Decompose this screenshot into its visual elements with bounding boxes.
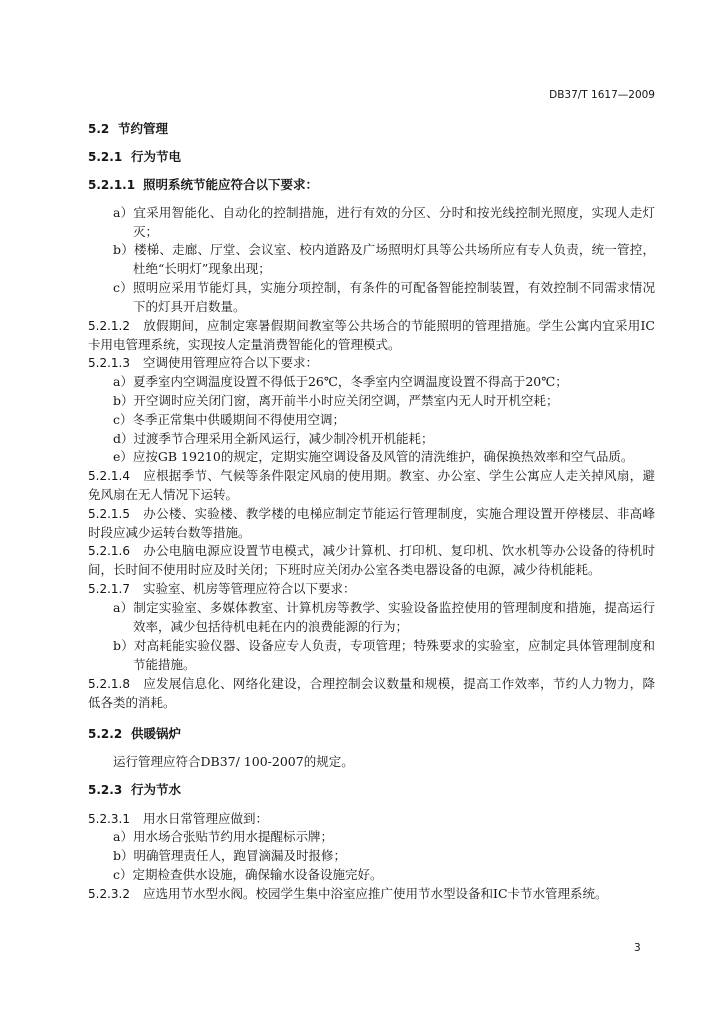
clause-text: 应发展信息化、网络化建设，合理控制会议数量和规模，提高工作效率，节约人力物力，降: [143, 676, 655, 691]
clause-title: 照明系统节能应符合以下要求：: [143, 177, 319, 192]
clause-number: 5.2.3.2: [88, 887, 130, 901]
clause-heading-5-2-3-1: [88, 809, 655, 828]
list-item-continuation: 下的灯具开启数量。: [133, 299, 246, 314]
clause-text-line: [88, 674, 655, 693]
clause-text-line: [88, 316, 655, 335]
list-marker: a）: [113, 374, 133, 389]
clause-text-continuation: 卡用电管理系统，实现按人定量消费智能化的管理模式。: [88, 337, 401, 352]
clause-number: 5.2.1.3: [88, 356, 130, 370]
section-title: 行为节水: [131, 782, 182, 797]
clause-number: 5.2.1.5: [88, 507, 130, 521]
clause-text: 办公电脑电源应设置节电模式，减少计算机、打印机、复印机、饮水机等办公设备的待机时: [143, 543, 655, 558]
list-item-line: [113, 278, 655, 297]
list-marker: d）: [113, 431, 134, 446]
section-heading-5-2-3: [88, 780, 655, 799]
list-item-text: 宜采用智能化、自动化的控制措施，进行有效的分区、分时和按光线控制光照度，实现人走灯: [133, 205, 655, 220]
list-item-text: 用水场合张贴节约用水提醒标示牌；: [132, 829, 333, 844]
list-item-line: [113, 429, 655, 448]
clause-number: 5.2.1.7: [88, 582, 130, 596]
standard-code-header: DB37/T 1617—2009: [549, 89, 655, 101]
clause-text-continuation: 低各类的消耗。: [88, 695, 176, 710]
clause-number: 5.2.1.2: [88, 319, 130, 333]
list-marker: c）: [113, 412, 133, 427]
section-number: 5.2.2: [88, 727, 123, 741]
clause-text-continuation: 时段应减少运转台数等措施。: [88, 525, 251, 540]
list-item-continuation: 节能措施。: [133, 657, 196, 672]
clause-text-line: [88, 504, 655, 523]
list-item-line: [113, 865, 655, 884]
list-item-line: [113, 240, 655, 259]
list-marker: a）: [113, 205, 134, 220]
list-marker: c）: [113, 280, 133, 295]
list-marker: b）: [113, 393, 134, 408]
list-marker: e）: [113, 449, 133, 464]
clause-heading-5-2-1-7: [88, 579, 655, 598]
list-marker: b）: [113, 242, 134, 257]
list-item-text: 楼梯、走廊、厅堂、会议室、校内道路及广场照明灯具等公共场所应有专人负责，统一管控，: [133, 242, 655, 257]
clause-text-line: [88, 884, 655, 903]
list-item-continuation: 效率，减少包括待机电耗在内的浪费能源的行为；: [133, 619, 409, 634]
list-marker: b）: [113, 638, 134, 653]
list-item-text: 制定实验室、多媒体教室、计算机房等教学、实验设备监控使用的管理制度和措施，提高运行: [133, 600, 655, 615]
list-item-continuation: 灭；: [133, 224, 159, 239]
clause-number: 5.2.1.1: [88, 178, 136, 192]
clause-title: 空调使用管理应符合以下要求：: [143, 355, 319, 370]
list-marker: a）: [113, 600, 134, 615]
clause-text-continuation: 间，长时间不使用时应及时关闭；下班时应关闭办公室各类电器设备的电源，减少待机能耗。: [88, 562, 601, 577]
list-item-text: 定期检查供水设施，确保输水设备设施完好。: [132, 867, 383, 882]
clause-text-line: [88, 541, 655, 560]
list-item-line: [113, 410, 655, 429]
section-title: 行为节电: [131, 149, 182, 164]
list-marker: a）: [113, 829, 133, 844]
section-body-text: 运行管理应符合DB37/ 100-2007的规定。: [113, 754, 354, 769]
list-item-line: [113, 203, 655, 222]
clause-text: 放假期间，应制定寒暑假期间教室等公共场合的节能照明的管理措施。学生公寓内宜采用IC: [143, 318, 655, 333]
section-heading-5-2-1: [88, 147, 655, 166]
list-item-text: 照明应采用节能灯具，实施分项控制，有条件的可配备智能控制装置，有效控制不同需求情况: [132, 280, 655, 295]
list-item-text: 开空调时应关闭门窗，离开前半小时应关闭空调，严禁室内无人时开机空耗；: [133, 393, 559, 408]
section-title: 供暖锅炉: [131, 726, 182, 741]
clause-heading-5-2-1-3: [88, 353, 655, 372]
clause-number: 5.2.1.4: [88, 469, 130, 483]
clause-title: 实验室、机房等管理应符合以下要求：: [143, 581, 356, 596]
list-item-line: [113, 846, 655, 865]
list-item-text: 过渡季节合理采用全新风运行，减少制冷机开机能耗；: [133, 431, 434, 446]
clause-text: 办公楼、实验楼、教学楼的电梯应制定节能运行管理制度，实施合理设置开停楼层、非高峰: [143, 506, 655, 521]
list-item-text: 应按GB 19210的规定，定期实施空调设备及风管的清洗维护，确保换热效率和空气品质。: [132, 449, 634, 464]
list-item-text: 冬季正常集中供暖期间不得使用空调；: [132, 412, 346, 427]
list-item-line: [113, 636, 655, 655]
clause-number: 5.2.1.6: [88, 544, 130, 558]
list-item-line: [113, 827, 655, 846]
list-item-continuation: 杜绝“长明灯”现象出现；: [133, 261, 271, 276]
clause-text: 应根据季节、气候等条件限定风扇的使用期。教室、办公室、学生公寓应人走关掉风扇，避: [143, 468, 655, 483]
section-heading-5-2-2: [88, 724, 655, 743]
list-marker: b）: [113, 848, 134, 863]
clause-text-continuation: 免风扇在无人情况下运转。: [88, 487, 239, 502]
list-item-text: 对高耗能实验仪器、设备应专人负责，专项管理；特殊要求的实验室，应制定具体管理制度和: [133, 638, 655, 653]
clause-text-line: [88, 466, 655, 485]
section-heading-5-2: [88, 119, 655, 138]
page-number: 3: [634, 942, 641, 954]
list-item-line: [113, 598, 655, 617]
list-marker: c）: [113, 867, 133, 882]
clause-text: 应选用节水型水阀。校园学生集中浴室应推广使用节水型设备和IC卡节水管理系统。: [143, 886, 608, 901]
list-item-text: 夏季室内空调温度设置不得低于26℃，冬季室内空调温度设置不得高于20℃；: [132, 374, 568, 389]
list-item-text: 明确管理责任人，跑冒滴漏及时报修；: [133, 848, 347, 863]
clause-number: 5.2.1.8: [88, 677, 130, 691]
section-title: 节约管理: [118, 121, 169, 136]
section-number: 5.2: [88, 122, 110, 136]
clause-number: 5.2.3.1: [88, 812, 130, 826]
clause-heading-5-2-1-1: [88, 175, 655, 194]
list-item-line: [113, 372, 655, 391]
section-number: 5.2.3: [88, 783, 123, 797]
clause-title: 用水日常管理应做到：: [143, 811, 269, 826]
list-item-line: [113, 391, 655, 410]
list-item-line: [113, 447, 655, 466]
section-number: 5.2.1: [88, 150, 123, 164]
